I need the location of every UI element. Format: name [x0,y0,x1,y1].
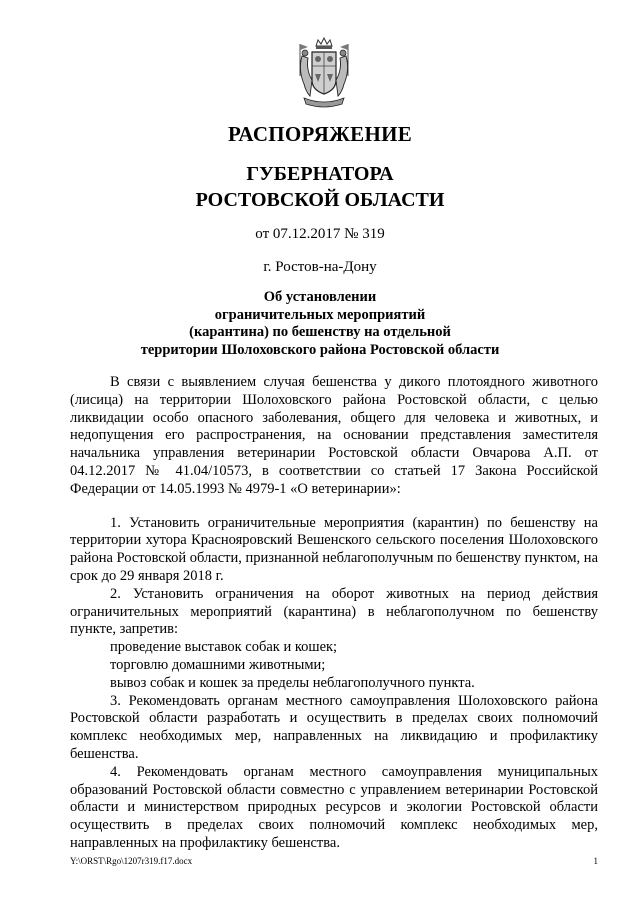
clause-2-item-2: торговлю домашними животными; [110,656,326,673]
clause-2-item-3: вывоз собак и кошек за пределы неблагополучного пункта. [110,674,475,691]
subject-line-2: ограничительных мероприятий [214,306,426,323]
issuer-line-2: РОСТОВСКОЙ ОБЛАСТИ [195,189,445,211]
clause-4: 4. Рекомендовать органам местного самоуправления муниципальных образований Ростовской области совместно с управлением ветеринарии Ростовской области и министерством природных ресурсов и экологии Ростовской области осуществить в пределах своих полномочий комплекс необходимых мер, направленных на профилактику бешенства. [70,763,598,851]
file-path: Y:\ORST\Rgo\1207r319.f17.docx [70,856,193,866]
issuer-line-1: ГУБЕРНАТОРА [246,163,394,185]
clause-1: 1. Установить ограничительные мероприятия (карантин) по бешенству на территории хутора Краснояровский Вешенского сельского поселения Шолоховского района Ростовской области, признанной неблагополучным по бешенству пунктом, на срок до 29 января 2018 г. [70,514,598,584]
document-body [70,374,598,853]
clause-3: 3. Рекомендовать органам местного самоуправления Шолоховского района Ростовской области разработать и осуществить в пределах своих полномочий комплекс необходимых мер, направленных на ликвидацию и профилактику бешенства. [70,692,598,762]
page-number: 1 [593,856,598,866]
coat-of-arms-icon [294,36,354,110]
preamble-paragraph: В связи с выявлением случая бешенства у дикого плотоядного животного (лисица) на территории Шолоховского района Ростовской области, с целью ликвидации особо опасного заболевания, общего для человека и животных, и недопущения его распространения, на основании представления заместителя начальника управления ветеринарии Ростовской области Овчарова А.П. от 04.12.2017 № 41.04/10573, в соответствии со статьей 17 Закона Российской Федерации от 14.05.1993 № 4979-1 «О ветеринарии»: [70,374,598,497]
city-line: г. Ростов-на-Дону [263,259,377,275]
document-subject [0,289,640,359]
date-and-number: от 07.12.2017 № 319 [255,226,385,242]
paragraph-gap [70,499,598,515]
issuer-heading [0,161,640,213]
subject-line-4: территории Шолоховского района Ростовской области [140,341,500,358]
clause-2: 2. Установить ограничения на оборот животных на период действия ограничительных мероприятий (карантина) в неблагополучном по бешенству пункте, запретив: [70,585,598,638]
clause-2-item-1: проведение выставок собак и кошек; [110,639,338,656]
subject-line-3: (карантина) по бешенству на отдельной [189,324,451,340]
subject-line-1: Об установлении [263,289,377,305]
document-type-heading: РАСПОРЯЖЕНИЕ [227,122,413,146]
